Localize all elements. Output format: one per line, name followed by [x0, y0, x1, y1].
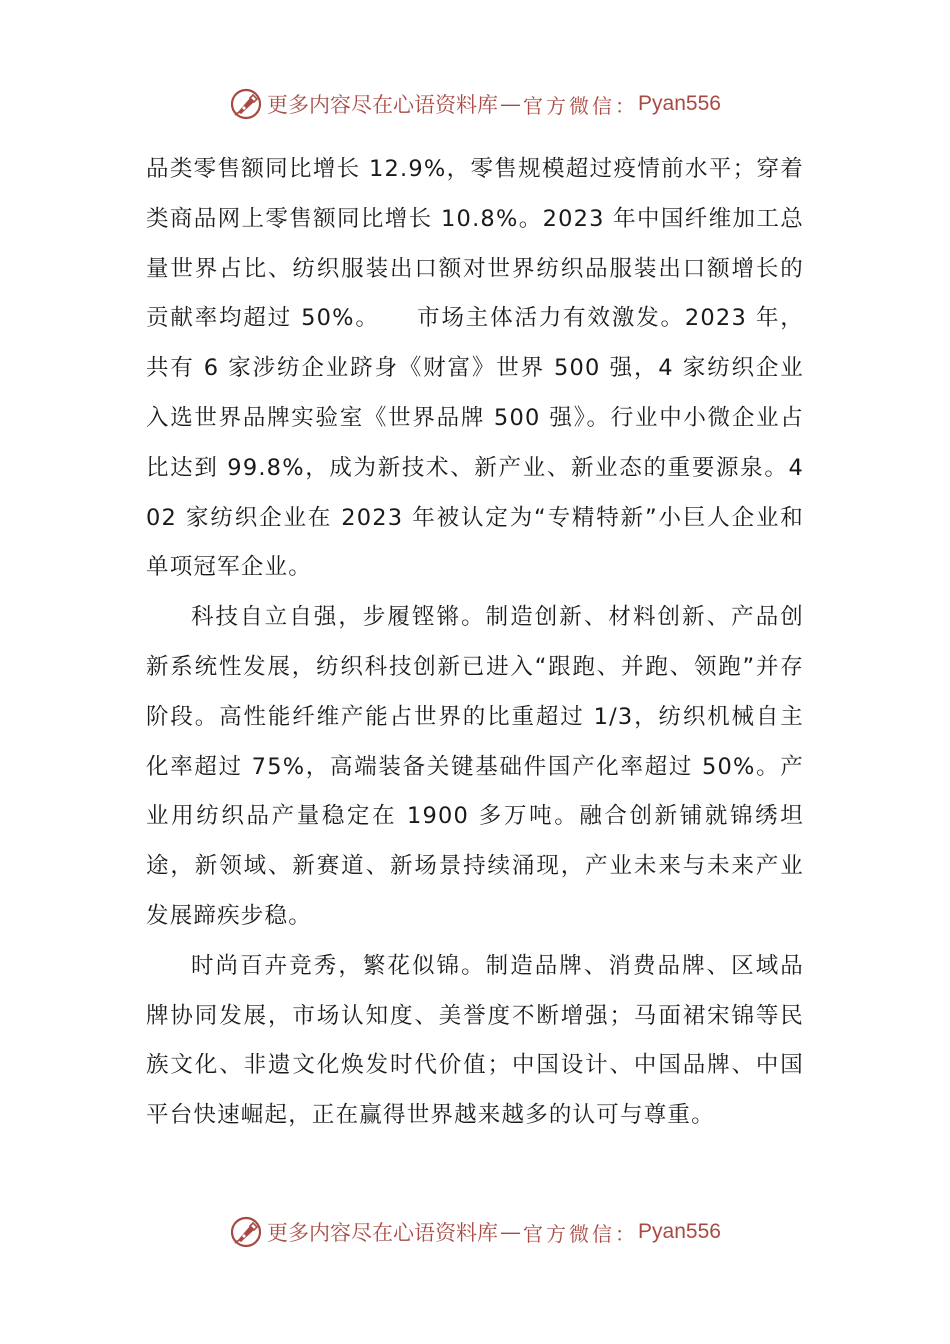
- document-body: [146, 145, 804, 1141]
- pen-nib-logo-icon: [229, 1215, 263, 1249]
- banner-wechat-id: Pyan556: [638, 1220, 721, 1243]
- banner-dash: —: [500, 92, 522, 116]
- banner-brand-text: 更多内容尽在心语资料库: [267, 93, 499, 117]
- banner-official-label: 官方微信：: [523, 1221, 639, 1246]
- paragraph-tech: 科技自立自强，步履铿锵。制造创新、材料创新、产品创新系统性发展，纺织科技创新已进入“跟跑、并跑、领跑”并存阶段。高性能纤维产能占世界的比重超过 1/3，纺织机械自主化率超过 75%，高端装备关键基础件国产化率超过 50%。产业用纺织品产量稳定在 1900 多万吨。融合创新铺就锦绣坦途，新领域、新赛道、新场景持续涌现，产业未来与未来产业发展蹄疾步稳。: [146, 604, 804, 929]
- header-banner: [0, 82, 950, 126]
- paragraph-continued: 品类零售额同比增长 12.9%，零售规模超过疫情前水平；穿着类商品网上零售额同比增长 10.8%。2023 年中国纤维加工总量世界占比、纺织服装出口额对世界纺织品服装出口额增长的贡献率均超过 50%。 市场主体活力有效激发。2023 年，共有 6 家涉纺企业跻身《财富》世界 500 强，4 家纺织企业入选世界品牌实验室《世界品牌 500 强》。行业中小微企业占比达到 99.8%，成为新技术、新产业、新业态的重要源泉。402 家纺织企业在 2023 年被认定为“专精特新”小巨人企业和单项冠军企业。: [146, 156, 804, 581]
- pen-nib-logo-icon: [229, 87, 263, 121]
- banner-dash: —: [500, 1220, 522, 1244]
- footer-banner: [0, 1210, 950, 1254]
- banner-brand-text: 更多内容尽在心语资料库: [267, 1221, 499, 1245]
- banner-official-label: 官方微信：: [523, 93, 639, 118]
- banner-wechat-id: Pyan556: [638, 92, 721, 115]
- paragraph-fashion: 时尚百卉竞秀，繁花似锦。制造品牌、消费品牌、区域品牌协同发展，市场认知度、美誉度不断增强；马面裙宋锦等民族文化、非遗文化焕发时代价值；中国设计、中国品牌、中国平台快速崛起，正在赢得世界越来越多的认可与尊重。: [146, 952, 804, 1129]
